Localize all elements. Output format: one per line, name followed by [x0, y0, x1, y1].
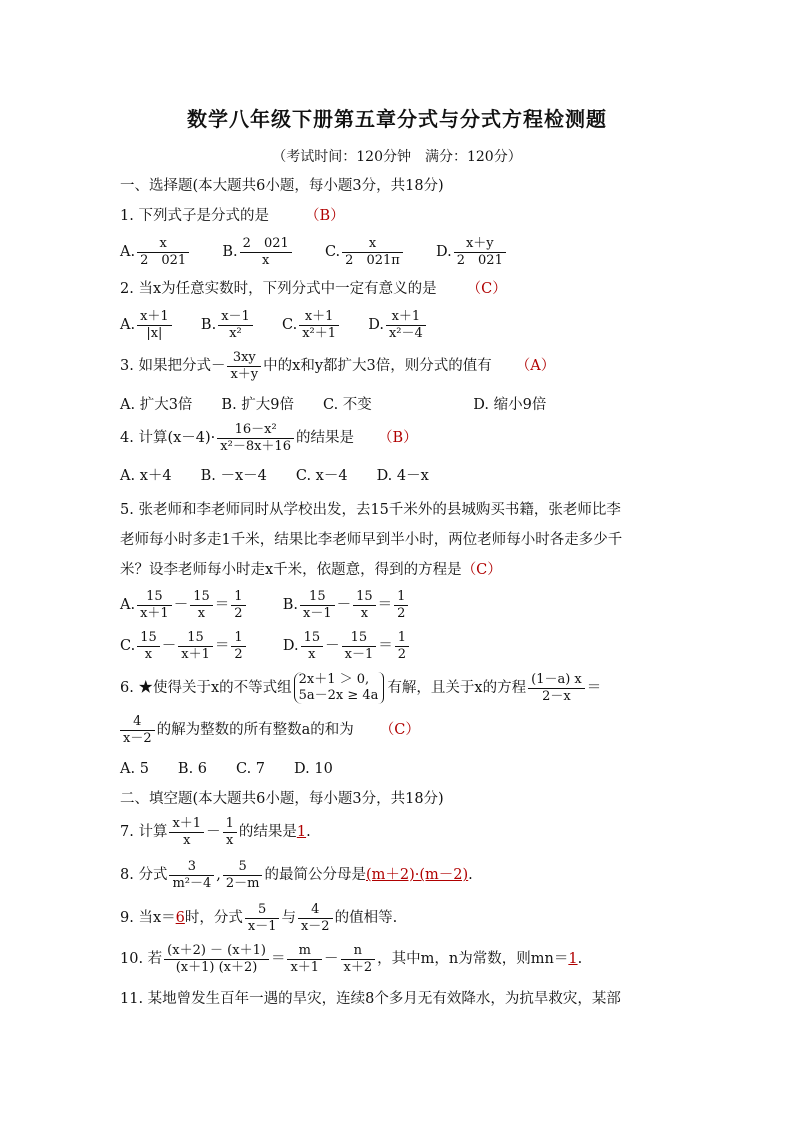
- section-heading-choice: 一、选择题(本大题共6小题，每小题3分，共18分): [120, 178, 444, 194]
- fraction: $\frac{x-1}{\text{x²}}$: [218, 309, 253, 342]
- question-5-line-2: 老师每小时多走1千米，结果比李老师早到半小时，两位老师每小时各走多少千: [120, 532, 623, 548]
- inequality-system: 2x＋1 ＞ 0, 5a－2x ≥ 4a: [294, 672, 379, 704]
- answer: 1: [296, 824, 307, 840]
- answer: （B）: [377, 430, 418, 446]
- answer: （C）: [379, 722, 420, 738]
- question-10: 10. 若 $\frac{(x+2) - (x+1)}{(x+1) (x+2)}$ ＝ $\frac{m}{x+1}$ － $\frac{n}{x+2}$ ，其中m，n为常数，则mn＝1.: [120, 942, 583, 975]
- question-7: 7. 计算 $\frac{x+1}{x}$ － $\frac{1}{x}$ 的结果是1.: [120, 815, 311, 848]
- question-8: 8. 分式 $\frac{3}{\text{m²－4}}$ , $\frac{5}{2-m}$ 的最简公分母是(m＋2)·(m－2).: [120, 858, 473, 891]
- answer: （C）: [461, 562, 502, 578]
- fraction: $\frac{x}{2 021\pi}$: [342, 236, 403, 269]
- answer: （A）: [515, 358, 556, 374]
- fraction: $\frac{x+1}{|x|}$: [137, 309, 172, 342]
- question-9: 9. 当x＝6时，分式 $\frac{5}{x-1}$ 与 $\frac{4}{x-2}$ 的值相等.: [120, 901, 398, 934]
- question-4-options: A. x＋4 B. －x－4 C. x－4 D. 4－x: [120, 468, 429, 484]
- question-6-line-1: 6. ★使得关于x的不等式组 2x＋1 ＞ 0, 5a－2x ≥ 4a 有解，且关于x的方程 $\frac{(1-a) x}{2-x}$ ＝: [120, 671, 602, 704]
- answer: （B）: [304, 208, 345, 224]
- section-heading-fill: 二、填空题(本大题共6小题，每小题3分，共18分): [120, 791, 444, 807]
- answer: 1: [568, 951, 578, 967]
- answer: (m＋2)·(m－2): [365, 867, 469, 883]
- fraction: $\frac{x+y}{2 021}$: [454, 236, 506, 269]
- question-1: 1. 下列式子是分式的是 （B）: [120, 208, 345, 224]
- fraction: $\frac{3xy}{x+y}$: [227, 350, 261, 383]
- question-6-options: A. 5 B. 6 C. 7 D. 10: [120, 761, 333, 777]
- fraction: $\frac{x}{2 021}$: [137, 236, 189, 269]
- answer: （C）: [466, 281, 507, 297]
- question-5-line-1: 5. 张老师和李老师同时从学校出发，去15千米外的县城购买书籍，张老师比李: [120, 502, 621, 518]
- question-3: 3. 如果把分式－ $\frac{3xy}{x+y}$ 中的x和y都扩大3倍，则分式的值有 （A）: [120, 349, 556, 382]
- question-1-options: A. $\frac{x}{2 021}$ B. $\frac{2 021}{x}$ C. $\frac{x}{2 021\pi}$ D. $\frac{x+y}{2 021}$: [120, 234, 508, 270]
- question-5-options-cd: C. $\frac{15}{x}$ － $\frac{15}{x+1}$ ＝ $\frac{1}{2}$ D. $\frac{15}{x}$ － $\frac{15}{x-1}$ ＝ $\frac{1}{2}$: [120, 628, 411, 664]
- question-2-options: A. $\frac{x+1}{|x|}$ B. $\frac{x-1}{\text{x²}}$ C. $\frac{x+1}{\text{x²＋1}}$ D. $\frac{x+1}{\text{x²－4}}$: [120, 307, 428, 343]
- question-3-options: A. 扩大3倍 B. 扩大9倍 C. 不变 D. 缩小9倍: [120, 397, 547, 413]
- question-4: 4. 计算(x－4)· $\frac{\text{16－x²}}{\text{x²－8x＋16}}$ 的结果是 （B）: [120, 421, 418, 454]
- fraction: $\frac{x+1}{\text{x²＋1}}$: [299, 309, 339, 342]
- question-6-line-2: $\frac{4}{x-2}$ 的解为整数的所有整数a的和为 （C）: [120, 712, 420, 748]
- answer: 6: [175, 910, 185, 926]
- question-2: 2. 当x为任意实数时，下列分式中一定有意义的是 （C）: [120, 281, 507, 297]
- exam-info: （考试时间：120分钟 满分：120分）: [272, 149, 522, 165]
- page-title: 数学八年级下册第五章分式与分式方程检测题: [187, 107, 607, 131]
- question-11-line-1: 11. 某地曾发生百年一遇的旱灾，连续8个多月无有效降水，为抗旱救灾，某部: [120, 991, 621, 1007]
- fraction: $\frac{x+1}{\text{x²－4}}$: [386, 309, 426, 342]
- fraction: $\frac{\text{16－x²}}{\text{x²－8x＋16}}$: [217, 422, 294, 455]
- question-5-line-3: 米？设李老师每小时走x千米，依题意，得到的方程是（C）: [120, 562, 502, 578]
- question-5-options-ab: A. $\frac{15}{x+1}$ － $\frac{15}{x}$ ＝ $\frac{1}{2}$ B. $\frac{15}{x-1}$ － $\frac{15}{x}$ ＝ $\frac{1}{2}$: [120, 587, 410, 623]
- fraction: $\frac{2 021}{x}$: [240, 236, 292, 269]
